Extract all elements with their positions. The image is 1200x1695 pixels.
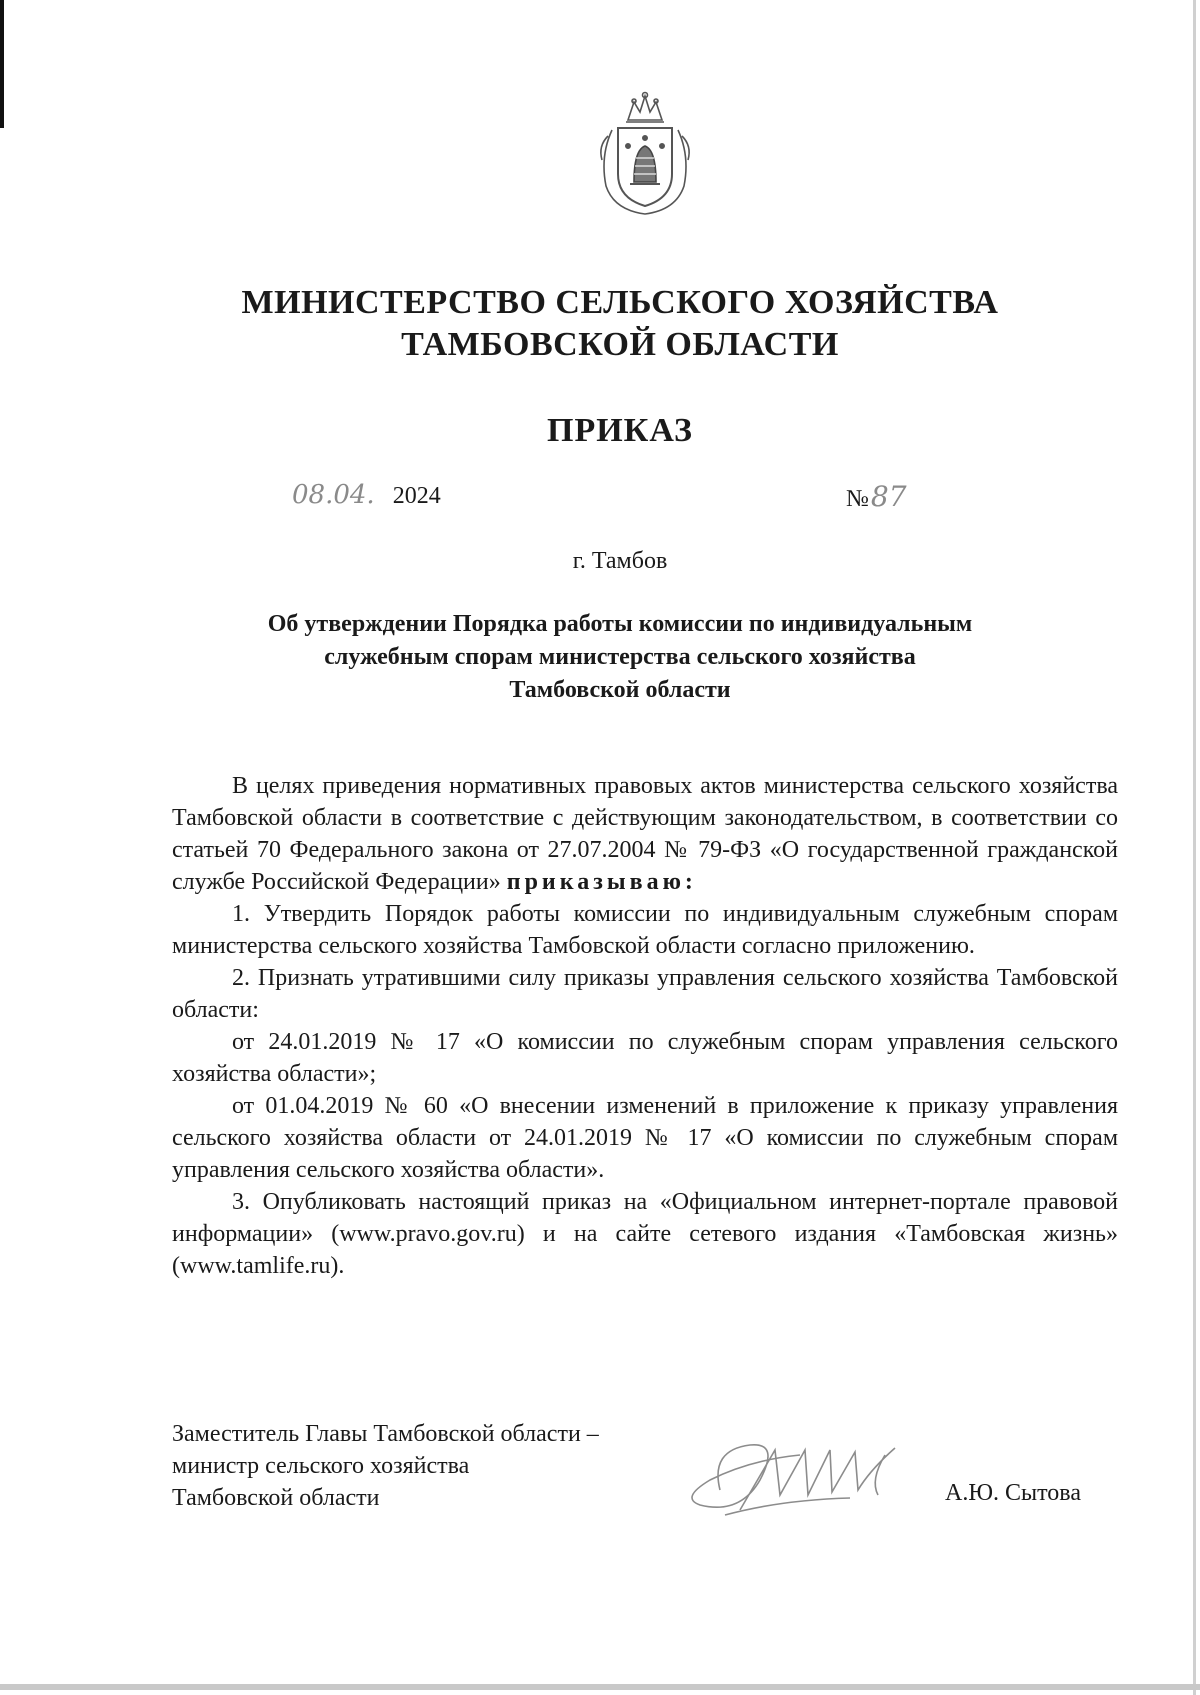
body-intro-verb: приказываю: (506, 869, 697, 895)
signatory-title (172, 1418, 599, 1514)
org-title-line2: ТАМБОВСКОЙ ОБЛАСТИ (401, 326, 839, 363)
signatory-title-line1: Заместитель Главы Тамбовской области – (172, 1421, 599, 1447)
date-year: 2024 (392, 483, 441, 509)
scan-bottom-edge (0, 1684, 1200, 1690)
signatory-name: А.Ю. Сытова (945, 1480, 1081, 1506)
coat-of-arms-icon (590, 86, 700, 218)
signatory-title-line3: Тамбовской области (172, 1485, 380, 1511)
body-item-3: 3. Опубликовать настоящий приказ на «Официальном интернет-портале правовой информации» (www.pravo.gov.ru) и на сайте сетевого издания «Тамбовская жизнь» (www.tamlife.ru). (172, 1189, 1118, 1279)
document-subject (200, 608, 1040, 707)
document-number (846, 480, 907, 513)
document-city: г. Тамбов (572, 548, 668, 574)
body-item-2b: от 01.04.2019 № 60 «О внесении изменений в приложение к приказу управления сельского хозяйства области от 24.01.2019 № 17 «О комиссии по служебным спорам управления сельского хозяйства области». (172, 1093, 1118, 1183)
signatory-title-line2: министр сельского хозяйства (172, 1453, 470, 1479)
scan-left-edge (0, 0, 4, 128)
org-title-line1: МИНИСТЕРСТВО СЕЛЬСКОГО ХОЗЯЙСТВА (241, 284, 999, 321)
document-body (172, 770, 1118, 1282)
organization-title (170, 282, 1070, 366)
number-prefix: № (846, 486, 869, 512)
handwritten-number: 87 (870, 480, 907, 513)
scan-right-edge (1193, 0, 1196, 1695)
body-intro: В целях приведения нормативных правовых актов министерства сельского хозяйства Тамбовской области в соответствие с действующим законодательством, в соответствии со статьей 70 Федерального закона от 27.07.2004 № 79-ФЗ «О государственной гражданской службе Российской Федерации» (172, 773, 1118, 895)
body-item-1: 1. Утвердить Порядок работы комиссии по индивидуальным служебным спорам министерства сельского хозяйства Тамбовской области согласно приложению. (172, 901, 1118, 959)
body-intro-paragraph (172, 770, 1118, 898)
body-item-2: 2. Признать утратившими силу приказы управления сельского хозяйства Тамбовской области: (172, 965, 1118, 1023)
subject-line2: служебным спорам министерства сельского хозяйства (324, 644, 916, 670)
subject-line3: Тамбовской области (509, 677, 731, 703)
handwritten-date: 08.04. (292, 480, 375, 510)
signature-icon (680, 1420, 930, 1530)
subject-line1: Об утверждении Порядка работы комиссии по индивидуальным (267, 611, 973, 637)
body-item-2a: от 24.01.2019 № 17 «О комиссии по служебным спорам управления сельского хозяйства области»; (172, 1029, 1118, 1087)
document-type: ПРИКАЗ (547, 412, 693, 449)
document-date (292, 480, 441, 510)
